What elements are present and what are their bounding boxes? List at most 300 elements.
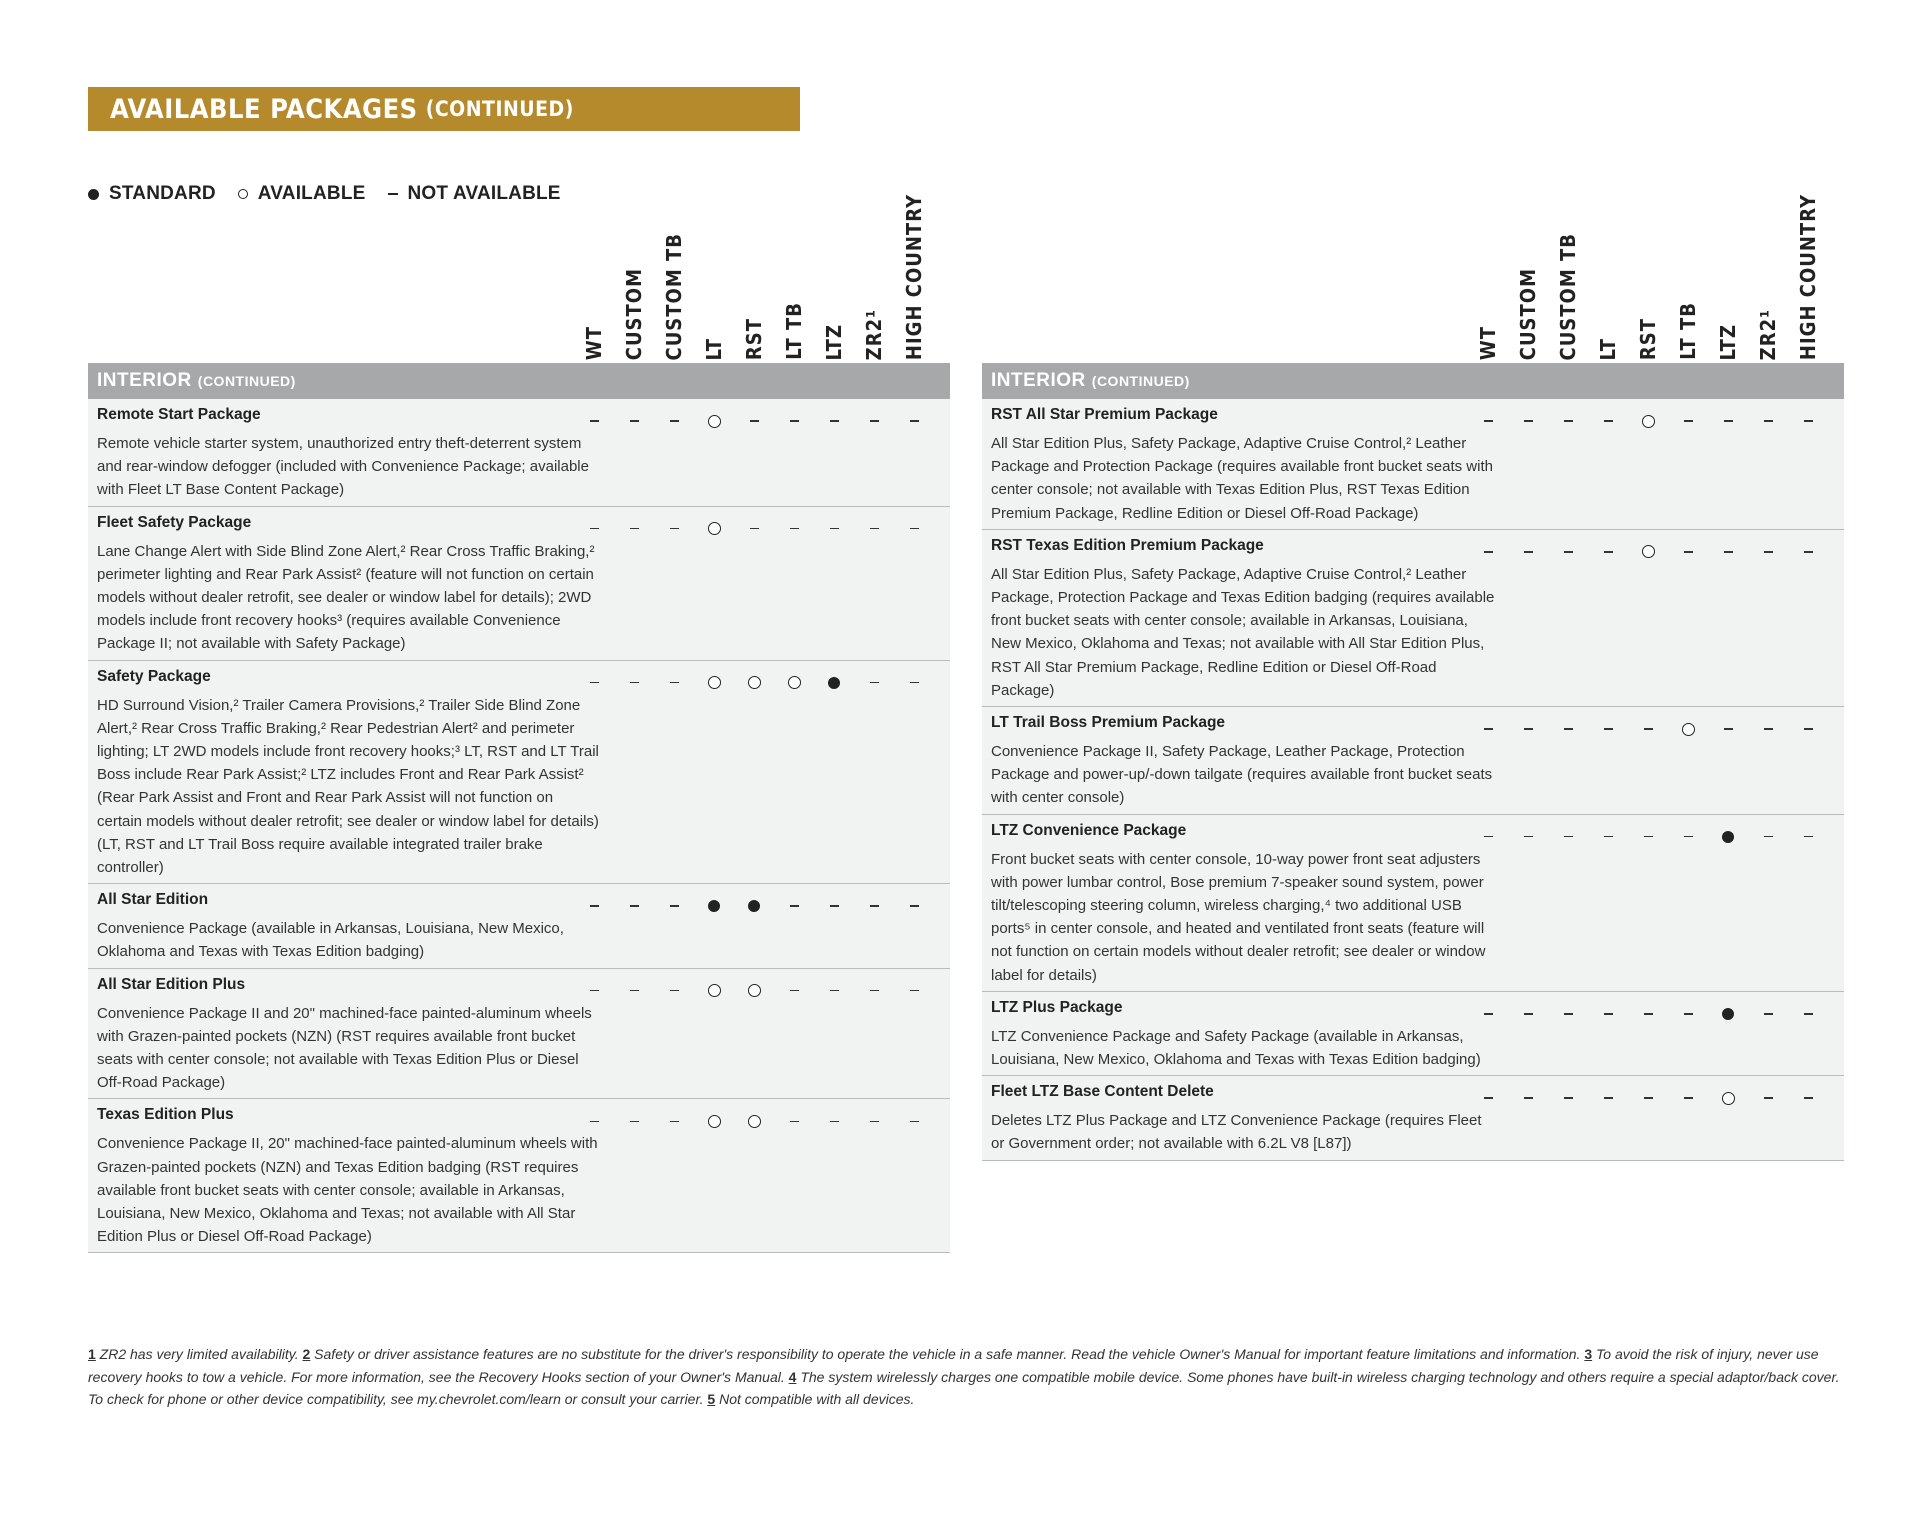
table-row: [982, 399, 1844, 530]
not-available-dash-icon: [1764, 551, 1773, 553]
available-circle-icon: [708, 415, 721, 428]
column-header: [1548, 180, 1588, 360]
not-available-dash-icon: [1764, 1097, 1773, 1099]
footnote-number: 4: [788, 1368, 797, 1385]
availability-cell: [1548, 1091, 1588, 1105]
column-header: [614, 180, 654, 360]
column-header-label: HIGH COUNTRY: [1796, 193, 1820, 360]
section-header: [88, 363, 950, 399]
availability-cell: [694, 1114, 734, 1128]
package-description: LTZ Convenience Package and Safety Package (available in Arkansas, Louisiana, New Mexico, Oklahoma and Texas with Texas Edition badging): [991, 1027, 1481, 1069]
package-name: RST Texas Edition Premium Package: [991, 536, 1264, 554]
availability-cell: [1508, 722, 1548, 736]
column-header: [694, 180, 734, 360]
availability-cell: [1668, 722, 1708, 736]
availability-cell: [894, 676, 934, 690]
availability-cell: [1708, 545, 1748, 559]
availability-cell: [1548, 722, 1588, 736]
availability-marks: [982, 414, 1844, 428]
section-title: INTERIOR: [991, 370, 1086, 391]
available-circle-icon: [1642, 415, 1655, 428]
availability-cell: [734, 414, 774, 428]
availability-cell: [1508, 414, 1548, 428]
availability-cell: [694, 676, 734, 690]
footnote-number: 5: [707, 1391, 716, 1407]
table-row: [982, 530, 1844, 707]
availability-cell: [1668, 1007, 1708, 1021]
availability-cell: [734, 899, 774, 913]
column-header: [734, 180, 774, 360]
column-header-label: LT TB: [782, 302, 806, 360]
column-header: [1668, 180, 1708, 360]
not-available-dash-icon: [1764, 728, 1773, 730]
availability-cell: [1708, 1007, 1748, 1021]
column-header: [774, 180, 814, 360]
availability-cell: [1628, 1007, 1668, 1021]
footnote-text: The system wirelessly charges one compatible mobile device. Some phones have built-in wireless charging technology and others require a special adaptor/back cover. To check for phone or other device compatibility, see my.chevrolet.com/learn or consult your carrier.: [88, 1368, 1840, 1407]
availability-cell: [734, 676, 774, 690]
section-subtitle: (CONTINUED): [197, 373, 296, 389]
column-header-label: LT: [1596, 337, 1620, 360]
availability-cell: [814, 1114, 854, 1128]
not-available-dash-icon: [1804, 1013, 1813, 1015]
not-available-dash-icon: [1604, 1013, 1613, 1015]
package-name: Fleet LTZ Base Content Delete: [991, 1083, 1214, 1101]
package-name: LTZ Plus Package: [991, 998, 1123, 1016]
not-available-dash-icon: [870, 990, 879, 992]
not-available-dash-icon: [1524, 551, 1533, 553]
not-available-dash-icon: [1604, 1097, 1613, 1099]
availability-cell: [894, 1114, 934, 1128]
availability-cell: [1588, 830, 1628, 844]
column-header-label: WT: [582, 325, 606, 360]
availability-cell: [574, 1114, 614, 1128]
not-available-dash-icon: [1484, 420, 1493, 422]
availability-cell: [854, 1114, 894, 1128]
not-available-dash-icon: [630, 990, 639, 992]
availability-cell: [1508, 545, 1548, 559]
availability-marks: [982, 545, 1844, 559]
availability-cell: [814, 984, 854, 998]
availability-cell: [774, 414, 814, 428]
not-available-dash-icon: [830, 905, 839, 907]
not-available-dash-icon: [830, 1121, 839, 1123]
not-available-dash-icon: [1484, 551, 1493, 553]
column-header-label: WT: [1476, 325, 1500, 360]
available-circle-icon: [748, 676, 761, 689]
column-header: [1588, 180, 1628, 360]
not-available-dash-icon: [910, 528, 919, 530]
package-description: HD Surround Vision,² Trailer Camera Provisions,² Trailer Side Blind Zone Alert,² Rear Cross Traffic Braking,² Rear Pedestrian Alert² and perimeter lighting; LT 2WD models include front recovery hooks;³ LT, RST and LT Trail Boss include Rear Park Assist;² LTZ includes Front and Rear Park Assist² (Rear Park Assist and Front and Rear Park Assist will not function on certain models without dealer retrofit; see dealer or window label for details) (LT, RST and LT Trail Boss require available integrated trailer brake controller): [97, 696, 599, 877]
not-available-dash-icon: [1724, 420, 1733, 422]
availability-cell: [694, 522, 734, 536]
availability-cell: [814, 522, 854, 536]
available-circle-icon: [708, 522, 721, 535]
not-available-dash-icon: [1604, 728, 1613, 730]
column-header-label: LTZ: [1716, 323, 1740, 360]
package-rows: [88, 399, 950, 1253]
availability-cell: [814, 899, 854, 913]
availability-marks: [88, 984, 950, 998]
availability-cell: [1628, 1091, 1668, 1105]
availability-cell: [734, 522, 774, 536]
not-available-dash-icon: [1764, 420, 1773, 422]
not-available-dash-icon: [1524, 420, 1533, 422]
column-header-label: ZR2¹: [1756, 308, 1780, 360]
package-description: All Star Edition Plus, Safety Package, Adaptive Cruise Control,² Leather Package, Protection Package and Texas Edition badging (requires available front bucket seats with center console; available in Arkansas, Louisiana, New Mexico, Oklahoma and Texas; not available with All Star Edition Plus, RST All Star Premium Package, Redline Edition or Diesel Off-Road Package): [991, 565, 1495, 699]
availability-cell: [1748, 545, 1788, 559]
package-description: Lane Change Alert with Side Blind Zone Alert,² Rear Cross Traffic Braking,² perimeter lighting and Rear Park Assist² (feature will not function on certain models without dealer retrofit, see dealer or window label for details); 2WD models include front recovery hooks³ (requires available Convenience Package II; not available with Safety Package): [97, 542, 595, 653]
package-name: Texas Edition Plus: [97, 1106, 234, 1124]
column-header-label: LT TB: [1676, 302, 1700, 360]
availability-marks: [982, 1007, 1844, 1021]
availability-cell: [614, 522, 654, 536]
availability-cell: [1628, 414, 1668, 428]
not-available-dash-icon: [1724, 728, 1733, 730]
not-available-dash-icon: [1724, 551, 1733, 553]
not-available-dash-icon: [630, 420, 639, 422]
standard-dot-icon: [708, 900, 720, 912]
availability-cell: [854, 522, 894, 536]
package-name: Remote Start Package: [97, 406, 261, 423]
package-description: Convenience Package II, Safety Package, Leather Package, Protection Package and power-up/-down tailgate (requires available front bucket seats with center console): [991, 743, 1493, 807]
not-available-dash-icon: [670, 905, 679, 907]
standard-dot-icon: [1722, 831, 1734, 843]
not-available-dash-icon: [790, 1121, 799, 1123]
column-header-label: CUSTOM TB: [662, 232, 686, 360]
table-row: [982, 815, 1844, 992]
not-available-dash-icon: [1604, 836, 1613, 838]
column-header: [654, 180, 694, 360]
availability-marks: [88, 676, 950, 690]
availability-cell: [894, 984, 934, 998]
not-available-dash-icon: [910, 905, 919, 907]
column-header-label: CUSTOM: [1516, 267, 1540, 360]
availability-cell: [1788, 1007, 1828, 1021]
footnote-number: 1: [88, 1346, 96, 1362]
column-header: [574, 180, 614, 360]
column-header-label: LTZ: [822, 323, 846, 360]
legend-available-label: AVAILABLE: [257, 183, 366, 204]
banner-subtitle: (CONTINUED): [425, 97, 574, 121]
availability-marks: [982, 1091, 1844, 1105]
availability-marks: [982, 722, 1844, 736]
availability-cell: [654, 522, 694, 536]
banner-title: AVAILABLE PACKAGES: [110, 93, 418, 125]
availability-marks: [982, 830, 1844, 844]
not-available-dash-icon: [910, 990, 919, 992]
not-available-dash-icon: [590, 905, 599, 907]
not-available-dash-icon: [870, 682, 879, 684]
availability-cell: [1748, 722, 1788, 736]
available-circle-icon: [1642, 545, 1655, 558]
package-description: Convenience Package (available in Arkansas, Louisiana, New Mexico, Oklahoma and Texas with Texas Edition badging): [97, 920, 564, 961]
availability-cell: [654, 984, 694, 998]
not-available-dash-icon: [1564, 1097, 1573, 1099]
available-circle-icon: [708, 984, 721, 997]
not-available-dash-icon: [670, 990, 679, 992]
not-available-dash-icon: [1484, 728, 1493, 730]
package-name: RST All Star Premium Package: [991, 406, 1218, 423]
availability-cell: [1468, 414, 1508, 428]
not-available-dash-icon: [870, 1121, 879, 1123]
column-header-label: CUSTOM TB: [1556, 232, 1580, 360]
not-available-dash-icon: [790, 420, 799, 422]
availability-cell: [1468, 830, 1508, 844]
not-available-dash-icon: [870, 420, 879, 422]
availability-marks: [88, 522, 950, 536]
not-available-dash-icon: [1564, 1013, 1573, 1015]
not-available-dash-icon: [1484, 1013, 1493, 1015]
availability-cell: [614, 676, 654, 690]
available-circle-icon: [788, 676, 801, 689]
availability-cell: [574, 676, 614, 690]
column-header-label: RST: [1636, 317, 1660, 360]
not-available-dash-icon: [630, 1121, 639, 1123]
availability-cell: [1668, 1091, 1708, 1105]
package-name: LT Trail Boss Premium Package: [991, 714, 1226, 732]
column-header: [854, 180, 894, 360]
not-available-dash-icon: [1604, 551, 1613, 553]
availability-cell: [694, 984, 734, 998]
not-available-dash-icon: [1484, 1097, 1493, 1099]
column-header-label: LT: [702, 337, 726, 360]
availability-cell: [894, 414, 934, 428]
available-circle-icon: [708, 1115, 721, 1128]
not-available-dash-icon: [870, 528, 879, 530]
not-available-dash-icon: [590, 528, 599, 530]
availability-cell: [774, 676, 814, 690]
availability-cell: [694, 899, 734, 913]
page-banner: [88, 87, 800, 131]
availability-cell: [1748, 414, 1788, 428]
table-row: [88, 969, 950, 1100]
not-available-dash-icon: [830, 528, 839, 530]
availability-cell: [1748, 1091, 1788, 1105]
section-subtitle: (CONTINUED): [1091, 373, 1190, 389]
column-header-label: ZR2¹: [862, 308, 886, 360]
not-available-dash-icon: [1644, 1097, 1653, 1099]
not-available-dash-icon: [630, 905, 639, 907]
availability-cell: [1788, 722, 1828, 736]
availability-cell: [1788, 830, 1828, 844]
availability-cell: [1708, 722, 1748, 736]
not-available-dash-icon: [1524, 1097, 1533, 1099]
availability-cell: [1628, 830, 1668, 844]
table-row: [88, 507, 950, 661]
footnote-text: Safety or driver assistance features are no substitute for the driver's responsibility to operate the vehicle in a safe manner. Read the vehicle Owner's Manual for important feature limitations and information.: [310, 1346, 1585, 1362]
not-available-dash-icon: [1524, 728, 1533, 730]
availability-cell: [614, 984, 654, 998]
availability-cell: [814, 676, 854, 690]
availability-cell: [574, 899, 614, 913]
package-description: All Star Edition Plus, Safety Package, Adaptive Cruise Control,² Leather Package and Protection Package (requires available front bucket seats with center console; not available with Texas Edition Plus, RST Texas Edition Premium Package, Redline Edition or Diesel Off-Road Package): [991, 435, 1493, 522]
not-available-dash-icon: [1684, 1097, 1693, 1099]
availability-cell: [1628, 722, 1668, 736]
not-available-dash-icon: [910, 420, 919, 422]
availability-cell: [1788, 1091, 1828, 1105]
availability-cell: [1708, 830, 1748, 844]
not-available-dash-icon: [790, 528, 799, 530]
availability-cell: [1468, 1007, 1508, 1021]
availability-cell: [614, 414, 654, 428]
package-description: Deletes LTZ Plus Package and LTZ Convenience Package (requires Fleet or Government order; not available with 6.2L V8 [L87]): [991, 1112, 1482, 1153]
legend-not-available-label: NOT AVAILABLE: [407, 183, 561, 204]
availability-cell: [774, 984, 814, 998]
not-available-dash-icon: [750, 528, 759, 530]
not-available-dash-icon: [1644, 836, 1653, 838]
availability-cell: [734, 984, 774, 998]
availability-cell: [1548, 1007, 1588, 1021]
availability-cell: [1628, 545, 1668, 559]
not-available-dash-icon: [1804, 728, 1813, 730]
not-available-dash-icon: [670, 420, 679, 422]
not-available-dash-icon: [670, 1121, 679, 1123]
not-available-dash-icon: [1604, 420, 1613, 422]
column-header-label: HIGH COUNTRY: [902, 193, 926, 360]
standard-dot-icon: [748, 900, 760, 912]
availability-cell: [1468, 1091, 1508, 1105]
column-header: [1748, 180, 1788, 360]
availability-cell: [614, 1114, 654, 1128]
not-available-dash-icon: [1804, 1097, 1813, 1099]
availability-cell: [654, 414, 694, 428]
not-available-dash-icon: [910, 682, 919, 684]
availability-cell: [894, 522, 934, 536]
availability-cell: [1708, 1091, 1748, 1105]
availability-cell: [894, 899, 934, 913]
not-available-dash-icon: [1524, 836, 1533, 838]
not-available-dash-icon: [1684, 420, 1693, 422]
section-header: [982, 363, 1844, 399]
not-available-dash-icon: [870, 905, 879, 907]
availability-cell: [574, 414, 614, 428]
column-header: [1628, 180, 1668, 360]
not-available-dash-icon: [1804, 551, 1813, 553]
not-available-dash-icon: [630, 528, 639, 530]
availability-cell: [854, 984, 894, 998]
not-available-dash-icon: [1484, 836, 1493, 838]
not-available-dash-icon: [590, 1121, 599, 1123]
availability-cell: [654, 1114, 694, 1128]
column-header: [1708, 180, 1748, 360]
not-available-dash-icon: [910, 1121, 919, 1123]
availability-cell: [854, 676, 894, 690]
column-header: [1508, 180, 1548, 360]
package-description: Front bucket seats with center console, 10-way power front seat adjusters with power lumbar control, Bose premium 7-speaker sound system, power tilt/telescoping steering column, wireless charging,⁴ two additional USB ports⁵ in center console, and heated and ventilated front seats (feature will not function on certain models without dealer retrofit; see dealer or window label for details): [991, 850, 1486, 984]
availability-cell: [814, 414, 854, 428]
standard-dot-icon: [1722, 1008, 1734, 1020]
availability-cell: [1588, 1091, 1628, 1105]
table-row: [982, 992, 1844, 1076]
not-available-dash-icon: [1564, 728, 1573, 730]
availability-cell: [1588, 414, 1628, 428]
package-description: Remote vehicle starter system, unauthorized entry theft-deterrent system and rear-window defogger (included with Convenience Package; available with Fleet LT Base Content Package): [97, 435, 589, 499]
package-name: All Star Edition Plus: [97, 975, 246, 993]
availability-marks: [88, 414, 950, 428]
available-circle-icon: [1722, 1092, 1735, 1105]
package-name: LTZ Convenience Package: [991, 821, 1187, 839]
section-title: INTERIOR: [97, 370, 192, 391]
availability-cell: [1508, 830, 1548, 844]
not-available-dash-icon: [830, 420, 839, 422]
availability-cell: [1588, 1007, 1628, 1021]
availability-cell: [1708, 414, 1748, 428]
availability-cell: [1508, 1007, 1548, 1021]
availability-cell: [694, 414, 734, 428]
package-name: Fleet Safety Package: [97, 513, 252, 531]
availability-cell: [1788, 545, 1828, 559]
availability-marks: [88, 1114, 950, 1128]
availability-cell: [1788, 414, 1828, 428]
availability-cell: [654, 899, 694, 913]
availability-cell: [1748, 830, 1788, 844]
not-available-dash-icon: [1764, 1013, 1773, 1015]
package-description: Convenience Package II and 20" machined-face painted-aluminum wheels with Grazen-painted pockets (NZN) (RST requires available front bucket seats with center console; not available with Texas Edition Plus or Diesel Off-Road Package): [97, 1004, 592, 1092]
not-available-dash-icon: [590, 682, 599, 684]
column-headers: [88, 180, 950, 360]
table-row: [88, 1099, 950, 1253]
not-available-dash-icon: [670, 682, 679, 684]
not-available-dash-icon: [1644, 728, 1653, 730]
package-description: Convenience Package II, 20" machined-face painted-aluminum wheels with Grazen-painted pockets (NZN) and Texas Edition badging (RST requires available front bucket seats with center console; available in Arkansas, Louisiana, New Mexico, Oklahoma and Texas; not available with All Star Edition Plus or Diesel Off-Road Package): [97, 1135, 598, 1246]
column-header: [894, 180, 934, 360]
table-row: [982, 1076, 1844, 1160]
footnote-number: 2: [302, 1346, 311, 1362]
availability-cell: [614, 899, 654, 913]
availability-cell: [1468, 545, 1508, 559]
availability-cell: [574, 984, 614, 998]
availability-cell: [854, 414, 894, 428]
package-rows: [982, 399, 1844, 1161]
column-header-label: CUSTOM: [622, 267, 646, 360]
not-available-dash-icon: [1684, 836, 1693, 838]
availability-cell: [1668, 830, 1708, 844]
table-row: [88, 399, 950, 507]
availability-cell: [1548, 830, 1588, 844]
availability-cell: [1588, 722, 1628, 736]
not-available-dash-icon: [790, 905, 799, 907]
availability-cell: [1468, 722, 1508, 736]
availability-cell: [1508, 1091, 1548, 1105]
not-available-dash-icon: [1644, 1013, 1653, 1015]
availability-cell: [1668, 545, 1708, 559]
not-available-dash-icon: [1764, 836, 1773, 838]
availability-cell: [1548, 545, 1588, 559]
not-available-dash-icon: [1524, 1013, 1533, 1015]
table-row: [88, 884, 950, 968]
availability-cell: [1548, 414, 1588, 428]
not-available-dash-icon: [1804, 836, 1813, 838]
availability-cell: [654, 676, 694, 690]
available-circle-icon: [748, 1115, 761, 1128]
available-circle-icon: [1682, 723, 1695, 736]
available-circle-icon: [748, 984, 761, 997]
not-available-dash-icon: [790, 990, 799, 992]
availability-cell: [574, 522, 614, 536]
not-available-dash-icon: [630, 682, 639, 684]
package-name: Safety Package: [97, 667, 211, 685]
package-name: All Star Edition: [97, 891, 209, 909]
not-available-dash-icon: [670, 528, 679, 530]
table-row: [982, 707, 1844, 815]
not-available-dash-icon: [1564, 420, 1573, 422]
not-available-dash-icon: [590, 420, 599, 422]
availability-cell: [734, 1114, 774, 1128]
footnote-text: ZR2 has very limited availability.: [95, 1346, 303, 1362]
not-available-dash-icon: [590, 990, 599, 992]
not-available-dash-icon: [1684, 1013, 1693, 1015]
